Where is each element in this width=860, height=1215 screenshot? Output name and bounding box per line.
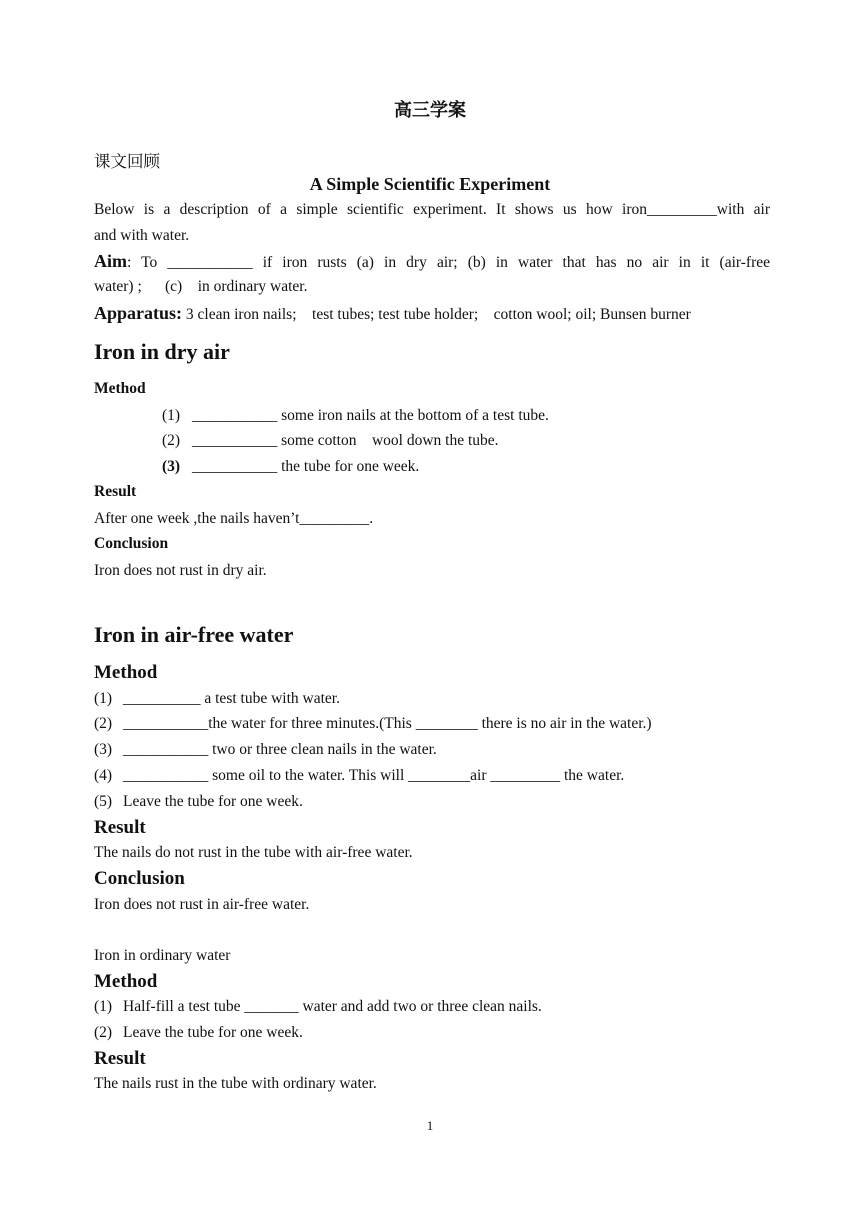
section1-step [162, 431, 499, 451]
page-header-title: 高三学案 [394, 100, 466, 121]
section2-heading: Iron in air-free water [94, 622, 294, 647]
section-label: 课文回顾 [94, 152, 160, 171]
section2-step [94, 714, 652, 734]
step-number: (2) [94, 1024, 113, 1041]
step-number: (5) [94, 793, 113, 810]
apparatus-label: Apparatus: [94, 303, 183, 323]
apparatus-text: 3 clean iron nails; test tubes; test tube holder; cotton wool; oil; Bunsen burner [182, 306, 691, 323]
section2-result-label: Result [94, 817, 146, 838]
step-text: ___________ some cotton wool down the tube. [192, 432, 499, 449]
section1-result-label: Result [94, 483, 137, 500]
section3-step [94, 997, 542, 1017]
section1-conclusion-label: Conclusion [94, 535, 169, 552]
section2-step [94, 792, 303, 812]
step-text: __________ a test tube with water. [123, 690, 340, 707]
section3-result-text: The nails rust in the tube with ordinary water. [94, 1075, 377, 1092]
aim-label: Aim [94, 251, 127, 271]
step-number: (1) [162, 407, 181, 424]
step-text: ___________ two or three clean nails in the water. [123, 741, 437, 758]
document-title: A Simple Scientific Experiment [309, 174, 551, 194]
section3-step [94, 1023, 303, 1043]
step-text: Leave the tube for one week. [123, 1024, 303, 1041]
step-number: (3) [94, 741, 113, 758]
step-text: ___________ some oil to the water. This will ________air _________ the water. [123, 767, 625, 784]
section2-conclusion-text: Iron does not rust in air-free water. [94, 896, 310, 913]
section2-step [94, 766, 624, 786]
section1-result-text: After one week ,the nails haven’t_________. [94, 510, 374, 527]
step-number: (1) [94, 998, 113, 1015]
section1-conclusion-text: Iron does not rust in dry air. [94, 562, 267, 579]
section3-method-label: Method [94, 971, 158, 992]
section2-conclusion-label: Conclusion [94, 868, 185, 889]
section2-method-label: Method [94, 662, 158, 683]
section1-step [162, 457, 419, 477]
step-text: ___________ some iron nails at the bottom of a test tube. [192, 407, 549, 424]
section3-heading: Iron in ordinary water [94, 947, 231, 964]
section1-step [162, 406, 549, 426]
apparatus-line [94, 303, 691, 325]
step-number: (2) [162, 432, 181, 449]
page-number: 1 [426, 1118, 434, 1133]
intro-line-1: Below is a description of a simple scientific experiment. It shows us how iron_________with air [94, 201, 770, 218]
step-number: (3) [162, 458, 181, 475]
step-number: (4) [94, 767, 113, 784]
aim-text: : To ___________ if iron rusts (a) in dry air; (b) in water that has no air in it (air-free [127, 254, 770, 271]
section2-step [94, 740, 437, 760]
step-text: ___________ the tube for one week. [192, 458, 420, 475]
step-text: ___________the water for three minutes.(This ________ there is no air in the water.) [123, 715, 652, 732]
step-text: Leave the tube for one week. [123, 793, 303, 810]
intro-line-2: and with water. [94, 227, 190, 244]
section2-step [94, 689, 340, 709]
step-text: Half-fill a test tube _______ water and add two or three clean nails. [123, 998, 542, 1015]
section3-result-label: Result [94, 1048, 146, 1069]
aim-line-1 [94, 251, 770, 273]
step-number: (2) [94, 715, 113, 732]
section2-result-text: The nails do not rust in the tube with air-free water. [94, 844, 413, 861]
aim-line-2: water) ; (c) in ordinary water. [94, 278, 308, 295]
section1-method-label: Method [94, 380, 146, 397]
section1-heading: Iron in dry air [94, 339, 230, 364]
step-number: (1) [94, 690, 113, 707]
